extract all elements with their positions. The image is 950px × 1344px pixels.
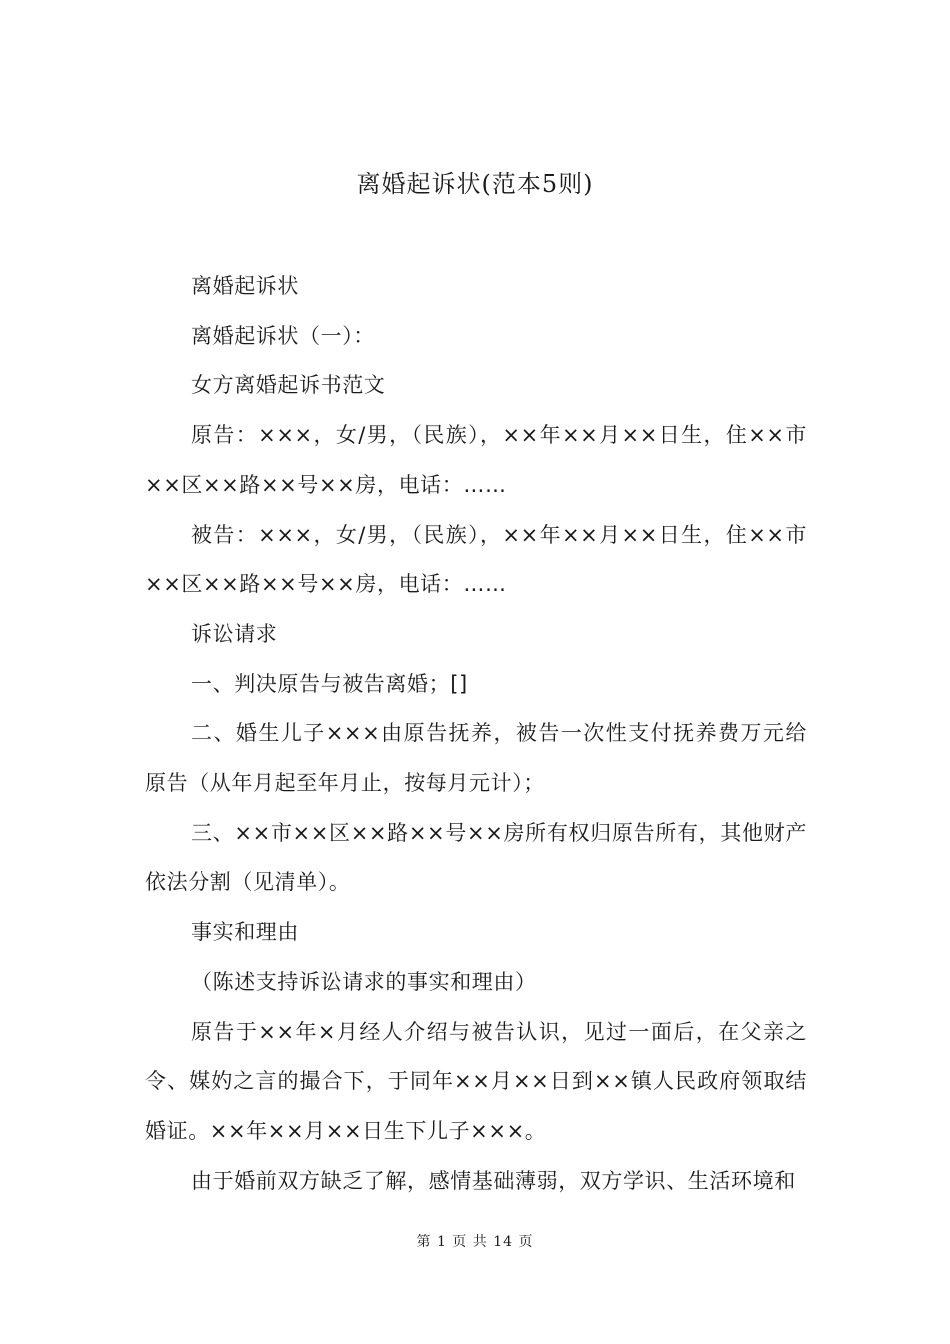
document-title: 离婚起诉状(范本5则) <box>356 170 594 198</box>
paragraph-facts-heading: 事实和理由 <box>191 920 299 945</box>
paragraph-claim-three: 三、××市××区××路××号××房所有权归原告所有，其他财产依法分割（见清单）。 <box>145 820 807 895</box>
paragraph-claim-two: 二、婚生儿子×××由原告抚养，被告一次性支付抚养费万元给原告（从年月起至年月止，按每月元计）； <box>145 721 807 796</box>
page-number-footer: 第 1 页 共 14 页 <box>416 1234 534 1250</box>
paragraph-claims-heading: 诉讼请求 <box>191 621 278 646</box>
paragraph-section-one: 离婚起诉状（一）： <box>191 323 375 348</box>
document-body <box>145 262 807 1206</box>
paragraph-subtitle: 女方离婚起诉书范文 <box>191 373 386 398</box>
paragraph-plaintiff: 原告：×××，女/男，（民族），××年××月××日生，住××市××区××路××号××房，电话：…… <box>145 423 807 497</box>
paragraph-facts-note: （陈述支持诉讼请求的事实和理由） <box>191 969 537 994</box>
paragraph-defendant: 被告：×××，女/男，（民族），××年××月××日生，住××市××区××路××号××房，电话：…… <box>145 522 807 597</box>
paragraph-facts-one: 原告于××年×月经人介绍与被告认识，见过一面后，在父亲之令、媒妁之言的撮合下，于同年××月××日到××镇人民政府领取结婚证。××年××月××日生下儿子×××。 <box>145 1019 807 1143</box>
paragraph-heading: 离婚起诉状 <box>191 274 299 298</box>
paragraph-claim-one: 一、判决原告与被告离婚；[] <box>191 671 468 696</box>
paragraph-facts-two: 由于婚前双方缺乏了解，感情基础薄弱，双方学识、生活环境和 <box>191 1168 796 1193</box>
